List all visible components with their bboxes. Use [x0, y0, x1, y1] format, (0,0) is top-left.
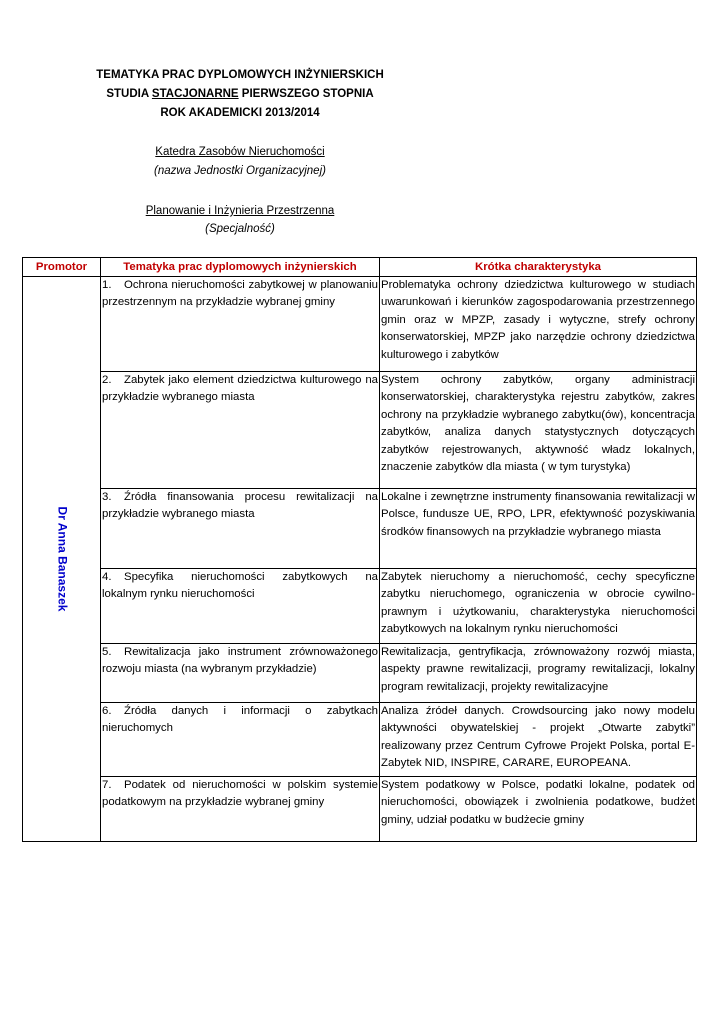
topic-number: 1. [102, 279, 112, 291]
topic-number: 6. [102, 705, 112, 717]
specialization-name: Planowanie i Inżynieria Przestrzenna [145, 205, 335, 217]
table-header-row [23, 258, 697, 277]
description-cell: Analiza źródeł danych. Crowdsourcing jako nowy modelu aktywności obywatelskiej - projekt „Otwarte zabytki” realizowany przez Centrum Cyfrowe Projekt Polska, portal E-Zabytek NID, INSPIRE, CARARE, EUROPEANA. [380, 703, 697, 777]
topic-text: Źródła danych i informacji o zabytkach nieruchomych [102, 705, 378, 735]
specialization-note: (Specjalność) [205, 223, 275, 235]
topic-text: Ochrona nieruchomości zabytkowej w planowaniu przestrzennym na przykładzie wybranej gminy [102, 279, 378, 309]
table-row [23, 703, 697, 777]
topic-text: Rewitalizacja jako instrument zrównoważonego rozwoju miasta (na wybranym przykładzie) [102, 646, 378, 676]
table-row [23, 489, 697, 569]
study-mode-underlined: STACJONARNE [151, 88, 239, 100]
table-body [23, 277, 697, 842]
topic-text: Źródła finansowania procesu rewitalizacji na przykładzie wybranego miasta [102, 491, 378, 521]
unit-name: Katedra Zasobów Nieruchomości [155, 146, 325, 158]
topic-cell [101, 777, 380, 842]
topic-number: 7. [102, 779, 112, 791]
header-promotor: Promotor [23, 258, 101, 277]
description-cell: Zabytek nieruchomy a nieruchomość, cechy specyficzne zabytku nieruchomego, ograniczenia w obrocie cywilno-prawnym i użytkowaniu, charakterystyka nieruchomości zabytkowych na lokalnym rynku nieruchomości [380, 569, 697, 644]
topic-text: Zabytek jako element dziedzictwa kulturowego na przykładzie wybranego miasta [102, 374, 378, 404]
topic-cell [101, 277, 380, 372]
table-row [23, 644, 697, 703]
description-cell: System ochrony zabytków, organy administracji konserwatorskiej, charakterystyka rejestru zabytków, zakres ochrony na przykładzie wybranego zabytku(ów), koncentracja zabytków, analiza danych statystycznych dotyczących zabytków rejestrowanych, aktywność władz lokalnych, znaczenie zabytków dla miasta ( w tym turystyka) [380, 372, 697, 489]
description-cell: Rewitalizacja, gentryfikacja, zrównoważony rozwój miasta, aspekty prawne rewitalizacji, programy rewitalizacji, lokalny program rewitalizacji, projekty rewitalizacyjne [380, 644, 697, 703]
table-row [23, 569, 697, 644]
header-topic: Tematyka prac dyplomowych inżynierskich [101, 258, 380, 277]
topic-text: Specyfika nieruchomości zabytkowych na lokalnym rynku nieruchomości [102, 571, 378, 601]
topic-cell [101, 489, 380, 569]
topic-cell [101, 569, 380, 644]
topic-text: Podatek od nieruchomości w polskim systemie podatkowym na przykładzie wybranej gminy [102, 779, 378, 809]
topic-cell [101, 703, 380, 777]
topic-number: 3. [102, 491, 112, 503]
promotor-name: Dr Anna Banaszek [55, 506, 70, 612]
table-row [23, 372, 697, 489]
topic-number: 4. [102, 571, 112, 583]
table-row [23, 277, 697, 372]
topics-table [22, 257, 697, 842]
promotor-cell [23, 277, 101, 842]
header-title: TEMATYKA PRAC DYPLOMOWYCH INŻYNIERSKICH [96, 69, 384, 81]
topic-cell [101, 372, 380, 489]
header-description: Krótka charakterystyka [380, 258, 697, 277]
topic-number: 5. [102, 646, 112, 658]
table-row [23, 777, 697, 842]
header-study-mode: STUDIA STACJONARNE PIERWSZEGO STOPNIA [106, 88, 374, 100]
description-cell: Lokalne i zewnętrzne instrumenty finansowania rewitalizacji w Polsce, fundusze UE, RPO, LPR, efektywność pozyskiwania środków finansowych na przykładzie wybranego miasta [380, 489, 697, 569]
description-cell: System podatkowy w Polsce, podatki lokalne, podatek od nieruchomości, obowiązek i zwolnienia podatkowe, budżet gminy, udział podatku w budżecie gminy [380, 777, 697, 842]
description-cell: Problematyka ochrony dziedzictwa kulturowego w studiach uwarunkowań i kierunków zagospodarowania przestrzennego gmin oraz w MPZP, zasady i wytyczne, strefy ochrony konserwatorskiej, MPZP jako narzędzie ochrony dziedzictwa kulturowego i zabytków [380, 277, 697, 372]
unit-note: (nazwa Jednostki Organizacyjnej) [154, 165, 326, 177]
header-academic-year: ROK AKADEMICKI 2013/2014 [160, 107, 320, 119]
topic-cell [101, 644, 380, 703]
topic-number: 2. [102, 374, 112, 386]
